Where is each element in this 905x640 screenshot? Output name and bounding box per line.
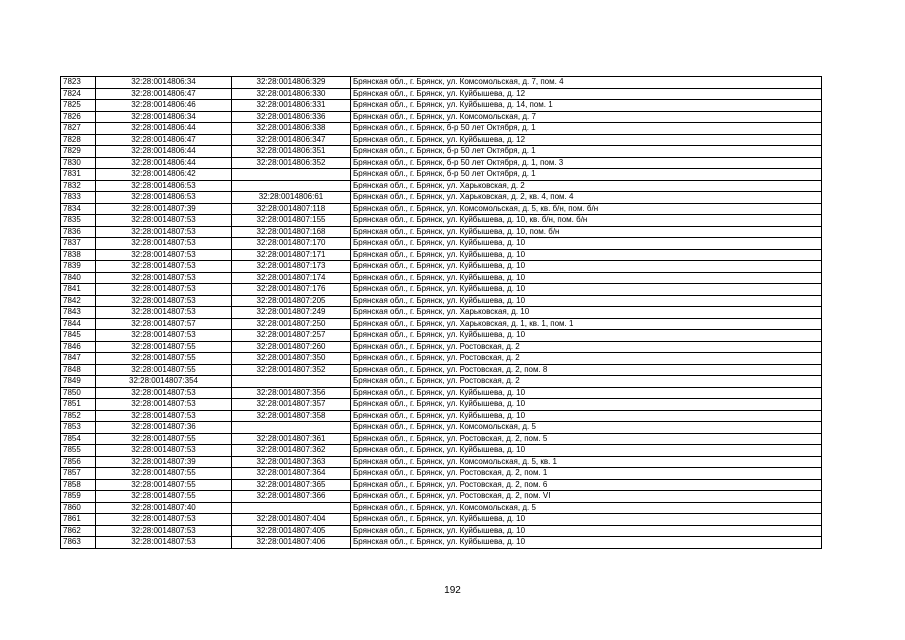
building-number-cell: 32:28:0014807:205 bbox=[232, 295, 351, 307]
row-number-cell: 7825 bbox=[61, 100, 96, 112]
building-number-cell: 32:28:0014807:176 bbox=[232, 284, 351, 296]
row-number-cell: 7857 bbox=[61, 468, 96, 480]
building-number-cell: 32:28:0014806:351 bbox=[232, 146, 351, 158]
building-number-cell: 32:28:0014807:366 bbox=[232, 491, 351, 503]
row-number-cell: 7829 bbox=[61, 146, 96, 158]
row-number-cell: 7855 bbox=[61, 445, 96, 457]
land-plot-number-cell: 32:28:0014807:55 bbox=[96, 433, 232, 445]
row-number-cell: 7852 bbox=[61, 410, 96, 422]
building-number-cell: 32:28:0014807:357 bbox=[232, 399, 351, 411]
address-cell: Брянская обл., г. Брянск, ул. Ростовская, д. 2 bbox=[351, 353, 822, 365]
building-number-cell: 32:28:0014807:352 bbox=[232, 364, 351, 376]
row-number-cell: 7828 bbox=[61, 134, 96, 146]
land-plot-number-cell: 32:28:0014806:44 bbox=[96, 146, 232, 158]
address-cell: Брянская обл., г. Брянск, ул. Харьковская, д. 2, кв. 4, пом. 4 bbox=[351, 192, 822, 204]
land-plot-number-cell: 32:28:0014806:34 bbox=[96, 111, 232, 123]
address-cell: Брянская обл., г. Брянск, ул. Комсомольская, д. 7, пом. 4 bbox=[351, 77, 822, 89]
table-row bbox=[61, 364, 822, 376]
row-number-cell: 7860 bbox=[61, 502, 96, 514]
row-number-cell: 7830 bbox=[61, 157, 96, 169]
address-cell: Брянская обл., г. Брянск, ул. Комсомольская, д. 5 bbox=[351, 502, 822, 514]
cadastral-registry-table bbox=[60, 76, 822, 549]
land-plot-number-cell: 32:28:0014807:55 bbox=[96, 353, 232, 365]
address-cell: Брянская обл., г. Брянск, ул. Куйбышева, д. 10 bbox=[351, 445, 822, 457]
address-cell: Брянская обл., г. Брянск, ул. Куйбышева, д. 10, кв. б/н, пом. б/н bbox=[351, 215, 822, 227]
table-row bbox=[61, 491, 822, 503]
registry-table-body bbox=[61, 77, 822, 549]
address-cell: Брянская обл., г. Брянск, ул. Ростовская, д. 2, пом. VI bbox=[351, 491, 822, 503]
row-number-cell: 7838 bbox=[61, 249, 96, 261]
row-number-cell: 7846 bbox=[61, 341, 96, 353]
building-number-cell: 32:28:0014807:361 bbox=[232, 433, 351, 445]
table-row bbox=[61, 422, 822, 434]
building-number-cell: 32:28:0014807:350 bbox=[232, 353, 351, 365]
table-row bbox=[61, 169, 822, 181]
land-plot-number-cell: 32:28:0014806:44 bbox=[96, 157, 232, 169]
address-cell: Брянская обл., г. Брянск, ул. Куйбышева, д. 10 bbox=[351, 399, 822, 411]
building-number-cell: 32:28:0014806:338 bbox=[232, 123, 351, 135]
building-number-cell: 32:28:0014807:170 bbox=[232, 238, 351, 250]
table-row bbox=[61, 226, 822, 238]
land-plot-number-cell: 32:28:0014807:53 bbox=[96, 514, 232, 526]
address-cell: Брянская обл., г. Брянск, ул. Куйбышева, д. 10 bbox=[351, 284, 822, 296]
table-row bbox=[61, 272, 822, 284]
land-plot-number-cell: 32:28:0014807:354 bbox=[96, 376, 232, 388]
row-number-cell: 7823 bbox=[61, 77, 96, 89]
land-plot-number-cell: 32:28:0014807:53 bbox=[96, 410, 232, 422]
land-plot-number-cell: 32:28:0014807:36 bbox=[96, 422, 232, 434]
land-plot-number-cell: 32:28:0014806:46 bbox=[96, 100, 232, 112]
address-cell: Брянская обл., г. Брянск, ул. Куйбышева, д. 10, пом. б/н bbox=[351, 226, 822, 238]
building-number-cell: 32:28:0014807:364 bbox=[232, 468, 351, 480]
building-number-cell: 32:28:0014807:404 bbox=[232, 514, 351, 526]
table-row bbox=[61, 525, 822, 537]
table-row bbox=[61, 77, 822, 89]
table-row bbox=[61, 456, 822, 468]
row-number-cell: 7861 bbox=[61, 514, 96, 526]
table-row bbox=[61, 410, 822, 422]
row-number-cell: 7827 bbox=[61, 123, 96, 135]
address-cell: Брянская обл., г. Брянск, ул. Ростовская, д. 2, пом. 1 bbox=[351, 468, 822, 480]
row-number-cell: 7842 bbox=[61, 295, 96, 307]
row-number-cell: 7854 bbox=[61, 433, 96, 445]
table-row bbox=[61, 261, 822, 273]
row-number-cell: 7848 bbox=[61, 364, 96, 376]
address-cell: Брянская обл., г. Брянск, ул. Харьковская, д. 10 bbox=[351, 307, 822, 319]
row-number-cell: 7843 bbox=[61, 307, 96, 319]
building-number-cell: 32:28:0014807:358 bbox=[232, 410, 351, 422]
table-row bbox=[61, 341, 822, 353]
table-row bbox=[61, 479, 822, 491]
address-cell: Брянская обл., г. Брянск, ул. Куйбышева, д. 12 bbox=[351, 134, 822, 146]
building-number-cell: 32:28:0014807:260 bbox=[232, 341, 351, 353]
land-plot-number-cell: 32:28:0014807:53 bbox=[96, 330, 232, 342]
land-plot-number-cell: 32:28:0014807:53 bbox=[96, 295, 232, 307]
building-number-cell bbox=[232, 180, 351, 192]
address-cell: Брянская обл., г. Брянск, ул. Комсомольская, д. 5 bbox=[351, 422, 822, 434]
row-number-cell: 7858 bbox=[61, 479, 96, 491]
building-number-cell: 32:28:0014807:405 bbox=[232, 525, 351, 537]
table-row bbox=[61, 468, 822, 480]
table-row bbox=[61, 123, 822, 135]
address-cell: Брянская обл., г. Брянск, ул. Куйбышева, д. 10 bbox=[351, 514, 822, 526]
address-cell: Брянская обл., г. Брянск, ул. Куйбышева, д. 10 bbox=[351, 295, 822, 307]
land-plot-number-cell: 32:28:0014807:53 bbox=[96, 284, 232, 296]
land-plot-number-cell: 32:28:0014807:53 bbox=[96, 307, 232, 319]
building-number-cell: 32:28:0014807:168 bbox=[232, 226, 351, 238]
row-number-cell: 7862 bbox=[61, 525, 96, 537]
table-row bbox=[61, 307, 822, 319]
row-number-cell: 7836 bbox=[61, 226, 96, 238]
building-number-cell bbox=[232, 376, 351, 388]
address-cell: Брянская обл., г. Брянск, ул. Куйбышева, д. 14, пом. 1 bbox=[351, 100, 822, 112]
land-plot-number-cell: 32:28:0014806:47 bbox=[96, 88, 232, 100]
building-number-cell bbox=[232, 422, 351, 434]
row-number-cell: 7863 bbox=[61, 537, 96, 549]
land-plot-number-cell: 32:28:0014807:55 bbox=[96, 468, 232, 480]
table-row bbox=[61, 502, 822, 514]
building-number-cell: 32:28:0014807:363 bbox=[232, 456, 351, 468]
table-row bbox=[61, 192, 822, 204]
table-row bbox=[61, 215, 822, 227]
table-row bbox=[61, 238, 822, 250]
land-plot-number-cell: 32:28:0014807:40 bbox=[96, 502, 232, 514]
table-row bbox=[61, 88, 822, 100]
table-row bbox=[61, 445, 822, 457]
table-row bbox=[61, 387, 822, 399]
address-cell: Брянская обл., г. Брянск, ул. Ростовская, д. 2 bbox=[351, 341, 822, 353]
row-number-cell: 7839 bbox=[61, 261, 96, 273]
address-cell: Брянская обл., г. Брянск, ул. Ростовская, д. 2, пом. 5 bbox=[351, 433, 822, 445]
row-number-cell: 7833 bbox=[61, 192, 96, 204]
table-row bbox=[61, 433, 822, 445]
address-cell: Брянская обл., г. Брянск, б-р 50 лет Октября, д. 1 bbox=[351, 169, 822, 181]
address-cell: Брянская обл., г. Брянск, ул. Куйбышева, д. 10 bbox=[351, 272, 822, 284]
table-row bbox=[61, 514, 822, 526]
row-number-cell: 7845 bbox=[61, 330, 96, 342]
address-cell: Брянская обл., г. Брянск, б-р 50 лет Октября, д. 1, пом. 3 bbox=[351, 157, 822, 169]
row-number-cell: 7859 bbox=[61, 491, 96, 503]
land-plot-number-cell: 32:28:0014807:57 bbox=[96, 318, 232, 330]
address-cell: Брянская обл., г. Брянск, ул. Комсомольская, д. 5, кв. 1 bbox=[351, 456, 822, 468]
land-plot-number-cell: 32:28:0014807:39 bbox=[96, 456, 232, 468]
address-cell: Брянская обл., г. Брянск, ул. Куйбышева, д. 10 bbox=[351, 387, 822, 399]
address-cell: Брянская обл., г. Брянск, ул. Куйбышева, д. 10 bbox=[351, 525, 822, 537]
row-number-cell: 7853 bbox=[61, 422, 96, 434]
building-number-cell: 32:28:0014807:155 bbox=[232, 215, 351, 227]
building-number-cell: 32:28:0014807:174 bbox=[232, 272, 351, 284]
building-number-cell: 32:28:0014807:249 bbox=[232, 307, 351, 319]
land-plot-number-cell: 32:28:0014807:53 bbox=[96, 445, 232, 457]
table-row bbox=[61, 376, 822, 388]
land-plot-number-cell: 32:28:0014807:53 bbox=[96, 525, 232, 537]
address-cell: Брянская обл., г. Брянск, б-р 50 лет Октября, д. 1 bbox=[351, 123, 822, 135]
row-number-cell: 7841 bbox=[61, 284, 96, 296]
building-number-cell: 32:28:0014806:330 bbox=[232, 88, 351, 100]
row-number-cell: 7851 bbox=[61, 399, 96, 411]
table-row bbox=[61, 353, 822, 365]
table-row bbox=[61, 180, 822, 192]
building-number-cell: 32:28:0014806:347 bbox=[232, 134, 351, 146]
row-number-cell: 7832 bbox=[61, 180, 96, 192]
row-number-cell: 7847 bbox=[61, 353, 96, 365]
land-plot-number-cell: 32:28:0014806:44 bbox=[96, 123, 232, 135]
row-number-cell: 7844 bbox=[61, 318, 96, 330]
address-cell: Брянская обл., г. Брянск, б-р 50 лет Октября, д. 1 bbox=[351, 146, 822, 158]
table-row bbox=[61, 284, 822, 296]
land-plot-number-cell: 32:28:0014806:42 bbox=[96, 169, 232, 181]
table-row bbox=[61, 157, 822, 169]
building-number-cell: 32:28:0014806:336 bbox=[232, 111, 351, 123]
building-number-cell: 32:28:0014807:118 bbox=[232, 203, 351, 215]
table-row bbox=[61, 134, 822, 146]
address-cell: Брянская обл., г. Брянск, ул. Комсомольская, д. 5, кв. б/н, пом. б/н bbox=[351, 203, 822, 215]
building-number-cell bbox=[232, 169, 351, 181]
row-number-cell: 7850 bbox=[61, 387, 96, 399]
address-cell: Брянская обл., г. Брянск, ул. Куйбышева, д. 10 bbox=[351, 537, 822, 549]
building-number-cell: 32:28:0014807:257 bbox=[232, 330, 351, 342]
land-plot-number-cell: 32:28:0014807:55 bbox=[96, 341, 232, 353]
land-plot-number-cell: 32:28:0014807:53 bbox=[96, 387, 232, 399]
land-plot-number-cell: 32:28:0014807:53 bbox=[96, 226, 232, 238]
land-plot-number-cell: 32:28:0014806:53 bbox=[96, 180, 232, 192]
land-plot-number-cell: 32:28:0014807:55 bbox=[96, 364, 232, 376]
building-number-cell: 32:28:0014806:352 bbox=[232, 157, 351, 169]
address-cell: Брянская обл., г. Брянск, ул. Куйбышева, д. 10 bbox=[351, 410, 822, 422]
building-number-cell: 32:28:0014807:250 bbox=[232, 318, 351, 330]
land-plot-number-cell: 32:28:0014807:53 bbox=[96, 238, 232, 250]
address-cell: Брянская обл., г. Брянск, ул. Харьковская, д. 2 bbox=[351, 180, 822, 192]
row-number-cell: 7834 bbox=[61, 203, 96, 215]
land-plot-number-cell: 32:28:0014807:55 bbox=[96, 491, 232, 503]
land-plot-number-cell: 32:28:0014806:47 bbox=[96, 134, 232, 146]
building-number-cell: 32:28:0014806:61 bbox=[232, 192, 351, 204]
land-plot-number-cell: 32:28:0014807:53 bbox=[96, 399, 232, 411]
row-number-cell: 7837 bbox=[61, 238, 96, 250]
table-row bbox=[61, 100, 822, 112]
address-cell: Брянская обл., г. Брянск, ул. Ростовская, д. 2, пом. 6 bbox=[351, 479, 822, 491]
land-plot-number-cell: 32:28:0014806:53 bbox=[96, 192, 232, 204]
table-row bbox=[61, 111, 822, 123]
address-cell: Брянская обл., г. Брянск, ул. Куйбышева, д. 10 bbox=[351, 238, 822, 250]
table-row bbox=[61, 330, 822, 342]
land-plot-number-cell: 32:28:0014806:34 bbox=[96, 77, 232, 89]
row-number-cell: 7856 bbox=[61, 456, 96, 468]
land-plot-number-cell: 32:28:0014807:53 bbox=[96, 215, 232, 227]
building-number-cell bbox=[232, 502, 351, 514]
address-cell: Брянская обл., г. Брянск, ул. Куйбышева, д. 10 bbox=[351, 249, 822, 261]
building-number-cell: 32:28:0014806:331 bbox=[232, 100, 351, 112]
row-number-cell: 7824 bbox=[61, 88, 96, 100]
land-plot-number-cell: 32:28:0014807:55 bbox=[96, 479, 232, 491]
table-row bbox=[61, 295, 822, 307]
row-number-cell: 7831 bbox=[61, 169, 96, 181]
row-number-cell: 7835 bbox=[61, 215, 96, 227]
row-number-cell: 7840 bbox=[61, 272, 96, 284]
row-number-cell: 7849 bbox=[61, 376, 96, 388]
table-row bbox=[61, 203, 822, 215]
building-number-cell: 32:28:0014807:406 bbox=[232, 537, 351, 549]
building-number-cell: 32:28:0014807:356 bbox=[232, 387, 351, 399]
address-cell: Брянская обл., г. Брянск, ул. Комсомольская, д. 7 bbox=[351, 111, 822, 123]
land-plot-number-cell: 32:28:0014807:53 bbox=[96, 537, 232, 549]
address-cell: Брянская обл., г. Брянск, ул. Харьковская, д. 1, кв. 1, пом. 1 bbox=[351, 318, 822, 330]
table-row bbox=[61, 399, 822, 411]
address-cell: Брянская обл., г. Брянск, ул. Куйбышева, д. 12 bbox=[351, 88, 822, 100]
land-plot-number-cell: 32:28:0014807:53 bbox=[96, 249, 232, 261]
address-cell: Брянская обл., г. Брянск, ул. Ростовская, д. 2, пом. 8 bbox=[351, 364, 822, 376]
building-number-cell: 32:28:0014807:173 bbox=[232, 261, 351, 273]
address-cell: Брянская обл., г. Брянск, ул. Куйбышева, д. 10 bbox=[351, 261, 822, 273]
building-number-cell: 32:28:0014806:329 bbox=[232, 77, 351, 89]
page-number: 192 bbox=[444, 585, 461, 596]
table-row bbox=[61, 249, 822, 261]
table-row bbox=[61, 318, 822, 330]
building-number-cell: 32:28:0014807:362 bbox=[232, 445, 351, 457]
building-number-cell: 32:28:0014807:365 bbox=[232, 479, 351, 491]
row-number-cell: 7826 bbox=[61, 111, 96, 123]
address-cell: Брянская обл., г. Брянск, ул. Куйбышева, д. 10 bbox=[351, 330, 822, 342]
land-plot-number-cell: 32:28:0014807:53 bbox=[96, 261, 232, 273]
land-plot-number-cell: 32:28:0014807:39 bbox=[96, 203, 232, 215]
table-row bbox=[61, 146, 822, 158]
land-plot-number-cell: 32:28:0014807:53 bbox=[96, 272, 232, 284]
address-cell: Брянская обл., г. Брянск, ул. Ростовская, д. 2 bbox=[351, 376, 822, 388]
table-row bbox=[61, 537, 822, 549]
building-number-cell: 32:28:0014807:171 bbox=[232, 249, 351, 261]
